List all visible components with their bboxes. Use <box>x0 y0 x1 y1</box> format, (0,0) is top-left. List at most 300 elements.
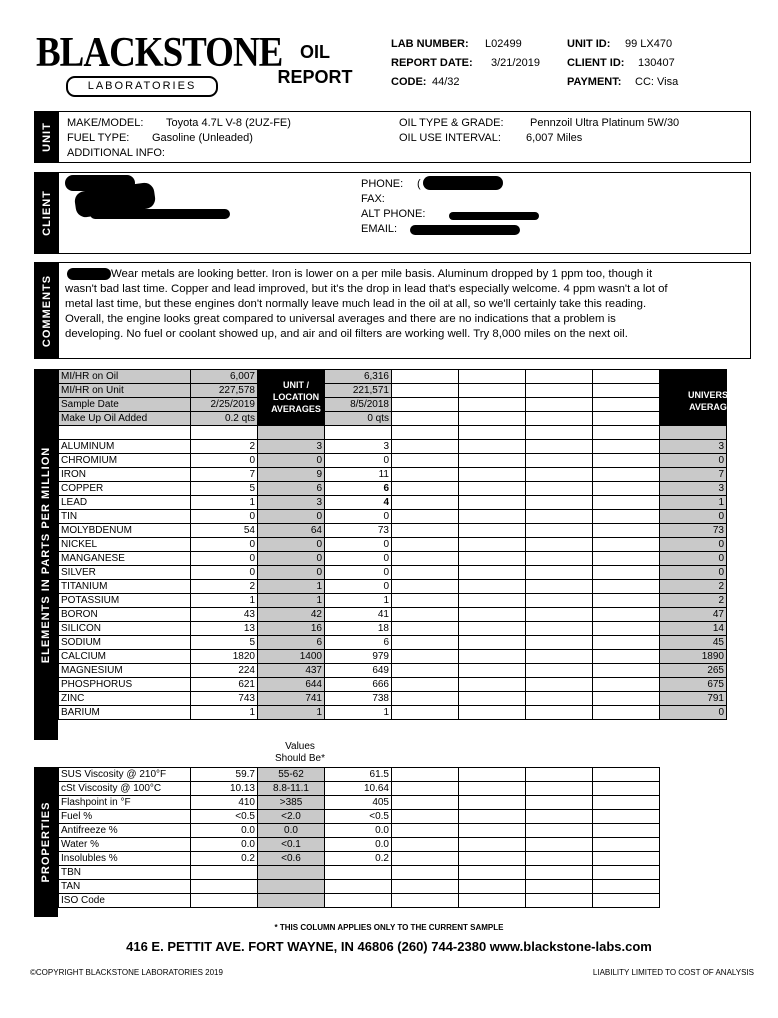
previous-sample-value: 41 <box>325 608 392 622</box>
empty-sample-cell <box>526 706 593 720</box>
universal-average-value: 265 <box>660 664 727 678</box>
current-sample-value: 5 <box>191 482 258 496</box>
make-model-label: MAKE/MODEL: <box>67 117 144 129</box>
empty-sample-cell <box>526 880 593 894</box>
element-row <box>59 608 727 622</box>
current-sample-value: 0.0 <box>191 824 258 838</box>
payment-value: CC: Visa <box>635 76 679 88</box>
spacer-cell <box>392 426 459 440</box>
universal-average-value: 47 <box>660 608 727 622</box>
current-sample-value: 13 <box>191 622 258 636</box>
elements-header-row <box>59 384 727 398</box>
empty-sample-cell <box>593 468 660 482</box>
element-row <box>59 482 727 496</box>
element-row <box>59 552 727 566</box>
previous-sample-value: 4 <box>325 496 392 510</box>
empty-sample-cell <box>593 370 660 384</box>
empty-sample-cell <box>392 650 459 664</box>
empty-sample-cell <box>593 412 660 426</box>
element-row <box>59 440 727 454</box>
unit-average-value: 0 <box>258 566 325 580</box>
element-name: ALUMINUM <box>59 440 191 454</box>
previous-sample-value: 0 <box>325 552 392 566</box>
comments-section <box>34 262 751 359</box>
element-name: BORON <box>59 608 191 622</box>
empty-sample-cell <box>392 608 459 622</box>
empty-sample-cell <box>459 678 526 692</box>
unit-averages-heading: UNIT / LOCATION AVERAGES <box>271 380 321 414</box>
empty-sample-cell <box>526 468 593 482</box>
empty-sample-cell <box>593 482 660 496</box>
property-name: TBN <box>59 866 191 880</box>
empty-sample-cell <box>392 852 459 866</box>
oil-use-label: OIL USE INTERVAL: <box>399 132 501 144</box>
previous-sample-value: 221,571 <box>325 384 392 398</box>
client-id-value: 130407 <box>638 57 675 69</box>
property-name: Insolubles % <box>59 852 191 866</box>
empty-sample-cell <box>526 838 593 852</box>
spacer-row <box>59 426 727 440</box>
empty-sample-cell <box>526 370 593 384</box>
empty-sample-cell <box>526 768 593 782</box>
element-row <box>59 468 727 482</box>
property-name: Water % <box>59 838 191 852</box>
current-sample-value: 743 <box>191 692 258 706</box>
empty-sample-cell <box>593 580 660 594</box>
element-row <box>59 580 727 594</box>
element-name: IRON <box>59 468 191 482</box>
property-name: ISO Code <box>59 894 191 908</box>
values-should-be-value <box>258 894 325 908</box>
unit-average-value: 42 <box>258 608 325 622</box>
empty-sample-cell <box>593 496 660 510</box>
empty-sample-cell <box>459 412 526 426</box>
spacer-cell <box>191 426 258 440</box>
element-name: MANGANESE <box>59 552 191 566</box>
comments-sidebar: COMMENTS <box>35 263 59 358</box>
property-row <box>59 796 660 810</box>
empty-sample-cell <box>392 678 459 692</box>
current-sample-value: 7 <box>191 468 258 482</box>
empty-sample-cell <box>459 838 526 852</box>
property-row <box>59 880 660 894</box>
current-sample-value <box>191 880 258 894</box>
row-label: Sample Date <box>59 398 191 412</box>
previous-sample-value: 6,316 <box>325 370 392 384</box>
element-row <box>59 650 727 664</box>
unit-average-value: 0 <box>258 454 325 468</box>
empty-sample-cell <box>392 622 459 636</box>
footer-note: * THIS COLUMN APPLIES ONLY TO THE CURRENT SAMPLE <box>274 923 504 932</box>
empty-sample-cell <box>392 384 459 398</box>
empty-sample-cell <box>459 468 526 482</box>
row-label: MI/HR on Oil <box>59 370 191 384</box>
empty-sample-cell <box>593 678 660 692</box>
report-date-value: 3/21/2019 <box>491 57 540 69</box>
empty-sample-cell <box>392 664 459 678</box>
unit-average-value: 1400 <box>258 650 325 664</box>
current-sample-value: 59.7 <box>191 768 258 782</box>
empty-sample-cell <box>459 524 526 538</box>
empty-sample-cell <box>526 538 593 552</box>
empty-sample-cell <box>593 440 660 454</box>
unit-average-value: 1 <box>258 706 325 720</box>
previous-sample-value: 1 <box>325 594 392 608</box>
current-sample-value: 43 <box>191 608 258 622</box>
footer-address: 416 E. PETTIT AVE. FORT WAYNE, IN 46806 (260) 744-2380 www.blackstone-labs.com <box>126 939 652 954</box>
previous-sample-value: 6 <box>325 636 392 650</box>
redaction-phone <box>423 176 503 190</box>
previous-sample-value: 979 <box>325 650 392 664</box>
logo-subtitle: LABORATORIES <box>66 76 218 97</box>
code-value: 44/32 <box>432 76 460 88</box>
fuel-type-label: FUEL TYPE: <box>67 132 130 144</box>
unit-average-value: 6 <box>258 482 325 496</box>
unit-average-value: 3 <box>258 496 325 510</box>
element-row <box>59 538 727 552</box>
current-sample-value: 2/25/2019 <box>191 398 258 412</box>
empty-sample-cell <box>392 880 459 894</box>
previous-sample-value: 11 <box>325 468 392 482</box>
empty-sample-cell <box>392 552 459 566</box>
spacer-cell <box>59 426 191 440</box>
empty-sample-cell <box>593 706 660 720</box>
empty-sample-cell <box>459 552 526 566</box>
empty-sample-cell <box>593 838 660 852</box>
report-title <box>270 40 360 90</box>
element-name: POTASSIUM <box>59 594 191 608</box>
empty-sample-cell <box>459 782 526 796</box>
empty-sample-cell <box>459 454 526 468</box>
redaction-city <box>90 209 230 219</box>
empty-sample-cell <box>459 566 526 580</box>
empty-sample-cell <box>392 566 459 580</box>
universal-average-value: 0 <box>660 454 727 468</box>
previous-sample-value: 666 <box>325 678 392 692</box>
empty-sample-cell <box>593 810 660 824</box>
empty-sample-cell <box>459 796 526 810</box>
empty-sample-cell <box>459 880 526 894</box>
empty-sample-cell <box>593 894 660 908</box>
empty-sample-cell <box>459 370 526 384</box>
unit-average-value: 9 <box>258 468 325 482</box>
empty-sample-cell <box>459 440 526 454</box>
previous-sample-value <box>325 894 392 908</box>
empty-sample-cell <box>526 664 593 678</box>
current-sample-value: 2 <box>191 580 258 594</box>
empty-sample-cell <box>593 880 660 894</box>
row-label: Make Up Oil Added <box>59 412 191 426</box>
property-name: Antifreeze % <box>59 824 191 838</box>
previous-sample-value: 0.0 <box>325 824 392 838</box>
phone-prefix: ( <box>417 178 421 190</box>
empty-sample-cell <box>526 412 593 426</box>
previous-sample-value: 61.5 <box>325 768 392 782</box>
previous-sample-value <box>325 866 392 880</box>
empty-sample-cell <box>392 810 459 824</box>
empty-sample-cell <box>459 852 526 866</box>
empty-sample-cell <box>459 594 526 608</box>
current-sample-value: 1 <box>191 706 258 720</box>
universal-average-value: 0 <box>660 538 727 552</box>
element-row <box>59 454 727 468</box>
element-row <box>59 566 727 580</box>
report-title-line1: OIL <box>300 42 330 62</box>
universal-average-value: 3 <box>660 482 727 496</box>
empty-sample-cell <box>593 852 660 866</box>
universal-average-value: 1 <box>660 496 727 510</box>
unit-average-value: 437 <box>258 664 325 678</box>
previous-sample-value: 0 <box>325 454 392 468</box>
empty-sample-cell <box>593 524 660 538</box>
empty-sample-cell <box>593 796 660 810</box>
values-should-be-value: 0.0 <box>258 824 325 838</box>
current-sample-value: 2 <box>191 440 258 454</box>
universal-average-value: 675 <box>660 678 727 692</box>
element-name: SODIUM <box>59 636 191 650</box>
unit-section <box>34 111 751 163</box>
previous-sample-value: 0.2 <box>325 852 392 866</box>
empty-sample-cell <box>526 852 593 866</box>
unit-average-value: 0 <box>258 510 325 524</box>
empty-sample-cell <box>459 664 526 678</box>
empty-sample-cell <box>392 538 459 552</box>
property-row <box>59 838 660 852</box>
empty-sample-cell <box>593 384 660 398</box>
universal-average-value: 2 <box>660 594 727 608</box>
spacer-cell <box>459 426 526 440</box>
empty-sample-cell <box>526 496 593 510</box>
empty-sample-cell <box>459 580 526 594</box>
empty-sample-cell <box>459 398 526 412</box>
current-sample-value: 0.2 qts <box>191 412 258 426</box>
property-name: Flashpoint in °F <box>59 796 191 810</box>
empty-sample-cell <box>459 510 526 524</box>
element-row <box>59 496 727 510</box>
empty-sample-cell <box>459 894 526 908</box>
empty-sample-cell <box>392 496 459 510</box>
empty-sample-cell <box>593 636 660 650</box>
values-should-be-value: <0.1 <box>258 838 325 852</box>
copyright: ©COPYRIGHT BLACKSTONE LABORATORIES 2019 <box>30 968 223 977</box>
element-name: SILICON <box>59 622 191 636</box>
empty-sample-cell <box>392 706 459 720</box>
element-row <box>59 594 727 608</box>
element-name: TIN <box>59 510 191 524</box>
values-should-be-value: 55-62 <box>258 768 325 782</box>
current-sample-value: 0 <box>191 552 258 566</box>
element-name: BARIUM <box>59 706 191 720</box>
logo-wordmark: BLACKSTONE <box>36 29 283 77</box>
empty-sample-cell <box>392 594 459 608</box>
unit-average-value: 6 <box>258 636 325 650</box>
values-should-be-value <box>258 880 325 894</box>
empty-sample-cell <box>526 650 593 664</box>
empty-sample-cell <box>593 768 660 782</box>
previous-sample-value: 0 <box>325 538 392 552</box>
empty-sample-cell <box>593 650 660 664</box>
empty-sample-cell <box>593 510 660 524</box>
client-sidebar: CLIENT <box>35 173 59 253</box>
empty-sample-cell <box>392 412 459 426</box>
elements-header-row <box>59 398 727 412</box>
empty-sample-cell <box>459 650 526 664</box>
current-sample-value: 0 <box>191 510 258 524</box>
empty-sample-cell <box>526 608 593 622</box>
universal-average-value: 0 <box>660 510 727 524</box>
empty-sample-cell <box>526 894 593 908</box>
values-should-be-value: <2.0 <box>258 810 325 824</box>
empty-sample-cell <box>526 524 593 538</box>
empty-sample-cell <box>526 622 593 636</box>
empty-sample-cell <box>526 454 593 468</box>
empty-sample-cell <box>526 866 593 880</box>
universal-average-value: 3 <box>660 440 727 454</box>
current-sample-value: 227,578 <box>191 384 258 398</box>
previous-sample-value: 3 <box>325 440 392 454</box>
current-sample-value: 0 <box>191 566 258 580</box>
element-row <box>59 692 727 706</box>
properties-table <box>58 767 660 908</box>
spacer-cell <box>660 426 727 440</box>
element-name: LEAD <box>59 496 191 510</box>
empty-sample-cell <box>593 866 660 880</box>
spacer-cell <box>258 426 325 440</box>
empty-sample-cell <box>593 824 660 838</box>
empty-sample-cell <box>459 384 526 398</box>
values-should-be-label: Values Should Be* <box>274 741 326 764</box>
fax-label: FAX: <box>361 193 385 205</box>
unit-average-value: 741 <box>258 692 325 706</box>
current-sample-value: 0.0 <box>191 838 258 852</box>
empty-sample-cell <box>593 594 660 608</box>
unit-id-label: UNIT ID: <box>567 38 611 50</box>
phone-label: PHONE: <box>361 178 404 190</box>
property-row <box>59 824 660 838</box>
previous-sample-value: 0 <box>325 566 392 580</box>
empty-sample-cell <box>392 580 459 594</box>
empty-sample-cell <box>392 692 459 706</box>
property-name: cSt Viscosity @ 100°C <box>59 782 191 796</box>
lab-number-value: L02499 <box>485 38 522 50</box>
universal-average-value: 0 <box>660 552 727 566</box>
empty-sample-cell <box>526 552 593 566</box>
empty-sample-cell <box>526 384 593 398</box>
empty-sample-cell <box>593 692 660 706</box>
element-row <box>59 706 727 720</box>
element-name: CALCIUM <box>59 650 191 664</box>
properties-sidebar: PROPERTIES <box>34 767 58 917</box>
empty-sample-cell <box>392 370 459 384</box>
element-name: MAGNESIUM <box>59 664 191 678</box>
client-section <box>34 172 751 254</box>
oil-use-value: 6,007 Miles <box>526 132 583 144</box>
universal-averages-cell <box>660 370 727 384</box>
elements-header-row <box>59 412 727 426</box>
empty-sample-cell <box>459 636 526 650</box>
spacer-cell <box>325 426 392 440</box>
current-sample-value: 621 <box>191 678 258 692</box>
empty-sample-cell <box>459 538 526 552</box>
values-should-be-value: >385 <box>258 796 325 810</box>
values-should-be-value: <0.6 <box>258 852 325 866</box>
current-sample-value <box>191 866 258 880</box>
previous-sample-value: 0 <box>325 580 392 594</box>
current-sample-value: <0.5 <box>191 810 258 824</box>
element-name: COPPER <box>59 482 191 496</box>
current-sample-value: 0 <box>191 538 258 552</box>
property-row <box>59 810 660 824</box>
report-title-line2: REPORT <box>277 67 353 87</box>
spacer-cell <box>593 426 660 440</box>
code-label: CODE: <box>391 76 427 88</box>
empty-sample-cell <box>526 580 593 594</box>
empty-sample-cell <box>459 496 526 510</box>
empty-sample-cell <box>526 440 593 454</box>
email-label: EMAIL: <box>361 223 398 235</box>
empty-sample-cell <box>459 482 526 496</box>
empty-sample-cell <box>593 538 660 552</box>
spacer-cell <box>526 426 593 440</box>
empty-sample-cell <box>593 566 660 580</box>
empty-sample-cell <box>392 482 459 496</box>
current-sample-value: 410 <box>191 796 258 810</box>
property-name: Fuel % <box>59 810 191 824</box>
empty-sample-cell <box>459 768 526 782</box>
universal-average-value: 14 <box>660 622 727 636</box>
liability: LIABILITY LIMITED TO COST OF ANALYSIS <box>592 968 754 977</box>
unit-average-value: 64 <box>258 524 325 538</box>
unit-id-value: 99 LX470 <box>625 38 673 50</box>
element-row <box>59 636 727 650</box>
oil-type-value: Pennzoil Ultra Platinum 5W/30 <box>530 117 680 129</box>
empty-sample-cell <box>526 398 593 412</box>
previous-sample-value: 0 qts <box>325 412 392 426</box>
universal-average-value: 0 <box>660 706 727 720</box>
empty-sample-cell <box>392 768 459 782</box>
lab-number-label: LAB NUMBER: <box>391 38 469 50</box>
universal-average-value: 7 <box>660 468 727 482</box>
empty-sample-cell <box>459 622 526 636</box>
previous-sample-value: 10.64 <box>325 782 392 796</box>
previous-sample-value: 18 <box>325 622 392 636</box>
element-row <box>59 524 727 538</box>
payment-label: PAYMENT: <box>567 76 622 88</box>
current-sample-value <box>191 894 258 908</box>
empty-sample-cell <box>459 706 526 720</box>
elements-sidebar: ELEMENTS IN PARTS PER MILLION <box>34 369 58 740</box>
unit-average-value: 3 <box>258 440 325 454</box>
empty-sample-cell <box>392 824 459 838</box>
empty-sample-cell <box>526 636 593 650</box>
previous-sample-value: 6 <box>325 482 392 496</box>
report-date-label: REPORT DATE: <box>391 57 473 69</box>
property-row <box>59 768 660 782</box>
unit-average-value: 16 <box>258 622 325 636</box>
empty-sample-cell <box>526 810 593 824</box>
element-row <box>59 622 727 636</box>
property-row <box>59 866 660 880</box>
element-row <box>59 664 727 678</box>
current-sample-value: 1 <box>191 594 258 608</box>
current-sample-value: 54 <box>191 524 258 538</box>
universal-averages-cell <box>660 412 727 426</box>
empty-sample-cell <box>526 482 593 496</box>
element-name: MOLYBDENUM <box>59 524 191 538</box>
empty-sample-cell <box>459 692 526 706</box>
previous-sample-value: 73 <box>325 524 392 538</box>
empty-sample-cell <box>526 824 593 838</box>
